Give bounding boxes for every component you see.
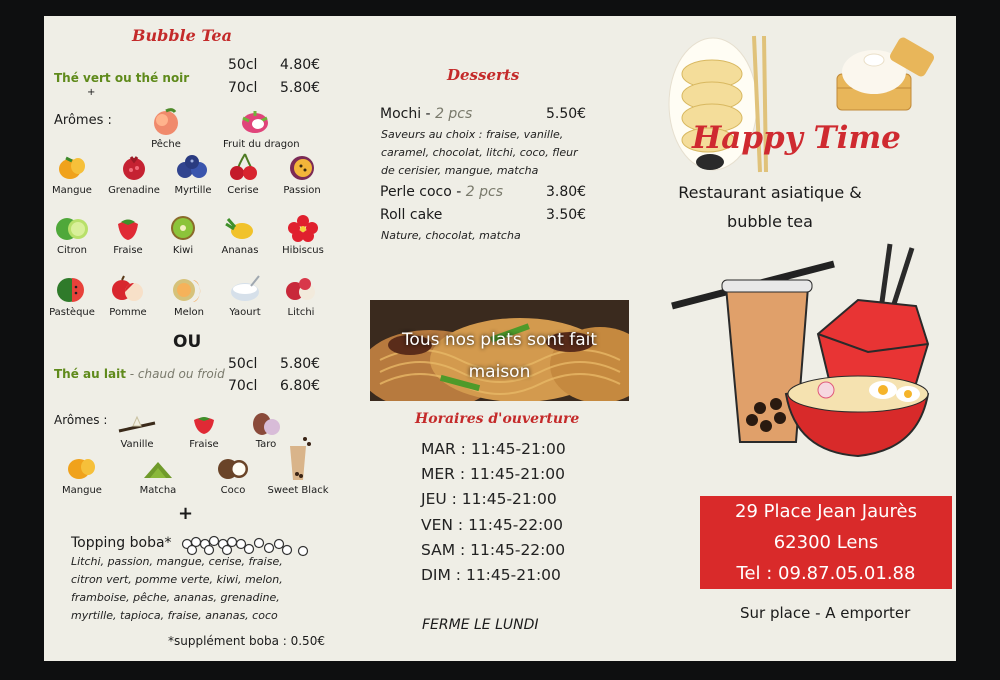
taro-icon bbox=[250, 412, 282, 436]
size-70cl-lait: 70cl bbox=[228, 378, 258, 394]
pomegranate-icon bbox=[118, 152, 150, 182]
kiwi-icon bbox=[167, 214, 199, 242]
address-street: 29 Place Jean Jaurès bbox=[735, 501, 917, 522]
flavor-melon: Melon bbox=[157, 274, 221, 318]
perle-coco-item bbox=[380, 184, 503, 200]
roll-cake-description: Nature, chocolat, matcha bbox=[381, 229, 521, 242]
perle-coco-label: Perle coco - bbox=[380, 184, 462, 200]
flavor-coco: Coco bbox=[201, 452, 265, 496]
flavor-myrtille: Myrtille bbox=[161, 152, 225, 196]
flavor-fraise-lait: Fraise bbox=[172, 414, 236, 450]
hours-ven: VEN : 11:45-22:00 bbox=[421, 515, 563, 534]
flavor-ananas: Ananas bbox=[208, 214, 272, 256]
vanilla-icon bbox=[117, 414, 157, 436]
topping-boba-title: Topping boba* bbox=[71, 535, 172, 551]
lychee-icon bbox=[283, 274, 319, 304]
horaires-title: Horaires d'ouverture bbox=[415, 411, 580, 427]
strawberry-icon bbox=[112, 214, 144, 242]
the-au-lait-label: Thé au lait bbox=[54, 367, 126, 381]
roll-cake-price: 3.50€ bbox=[546, 207, 587, 223]
flavor-vanille: Vanille bbox=[105, 414, 169, 450]
size-70cl: 70cl bbox=[228, 80, 258, 96]
flavor-fruit-du-dragon: Fruit du dragon bbox=[223, 108, 287, 150]
dim-sum-basket-icon bbox=[834, 36, 934, 118]
price-50cl: 4.80€ bbox=[280, 57, 321, 73]
address-block bbox=[700, 496, 952, 589]
plus-topping: + bbox=[178, 503, 194, 524]
mochi-label: Mochi - bbox=[380, 106, 431, 122]
coconut-icon bbox=[215, 452, 251, 482]
address-city: 62300 Lens bbox=[773, 532, 879, 553]
bubble-tea-cup-icon bbox=[283, 436, 313, 482]
mango-icon bbox=[56, 152, 88, 182]
happy-time-logo: Happy Time bbox=[692, 120, 901, 156]
flavor-taro: Taro bbox=[234, 412, 298, 450]
perle-coco-price: 3.80€ bbox=[546, 184, 587, 200]
flavor-hibiscus: Hibiscus bbox=[271, 214, 335, 256]
pineapple-icon bbox=[222, 214, 258, 242]
flavor-mangue: Mangue bbox=[40, 152, 104, 196]
the-au-lait-row bbox=[54, 367, 225, 381]
phone-number[interactable]: Tel : 09.87.05.01.88 bbox=[736, 563, 916, 584]
hours-dim: DIM : 11:45-21:00 bbox=[421, 566, 561, 585]
passion-fruit-icon bbox=[284, 152, 320, 182]
flavor-pasteque: Pastèque bbox=[40, 274, 104, 318]
opening-hours-list bbox=[421, 437, 566, 588]
flavor-passion: Passion bbox=[270, 152, 334, 196]
perle-coco-qty: 2 pcs bbox=[465, 184, 503, 200]
yogurt-icon bbox=[227, 274, 263, 304]
strawberry-icon bbox=[188, 414, 220, 436]
bubble-tea-title: Bubble Tea bbox=[132, 26, 232, 45]
price-50cl-lait: 5.80€ bbox=[280, 356, 321, 372]
price-70cl-lait: 6.80€ bbox=[280, 378, 321, 394]
blueberry-icon bbox=[175, 152, 211, 182]
flavor-peche: Pêche bbox=[134, 108, 198, 150]
hours-mar: MAR : 11:45-21:00 bbox=[421, 440, 566, 458]
flavor-kiwi: Kiwi bbox=[151, 214, 215, 256]
hibiscus-icon bbox=[287, 214, 319, 242]
lime-icon bbox=[54, 214, 90, 242]
matcha-icon bbox=[140, 456, 176, 482]
aromes-label: Arômes : bbox=[54, 113, 112, 128]
flavor-fraise: Fraise bbox=[96, 214, 160, 256]
melon-icon bbox=[171, 274, 207, 304]
flavor-pomme: Pomme bbox=[96, 274, 160, 318]
flavor-citron: Citron bbox=[40, 214, 104, 256]
the-vert-noir-label: Thé vert ou thé noir bbox=[54, 71, 190, 85]
price-70cl: 5.80€ bbox=[280, 80, 321, 96]
ou-separator: OU bbox=[173, 332, 202, 352]
topping-boba-list: Litchi, passion, mangue, cerise, fraise, citron vert, pomme verte, kiwi, melon, framboise, pêche, ananas, grenadine, myrtille, tapioca, fraise, ananas, coco bbox=[71, 555, 283, 622]
dragon-fruit-icon bbox=[239, 108, 271, 136]
flavor-matcha: Matcha bbox=[126, 456, 190, 496]
mochi-description: Saveurs au choix : fraise, vanille, caramel, chocolat, litchi, coco, fleur de cerisier, mangue, matcha bbox=[381, 128, 578, 177]
flavor-grenadine: Grenadine bbox=[102, 152, 166, 196]
flavor-sweet-black: Sweet Black bbox=[266, 436, 330, 496]
flavor-yaourt: Yaourt bbox=[213, 274, 277, 318]
banner-text: Tous nos plats sont fait maison bbox=[401, 330, 598, 382]
cherry-icon bbox=[227, 152, 259, 182]
size-50cl: 50cl bbox=[228, 57, 258, 73]
mochi-price: 5.50€ bbox=[546, 106, 587, 122]
hours-sam: SAM : 11:45-22:00 bbox=[421, 540, 566, 559]
flavor-litchi: Litchi bbox=[269, 274, 333, 318]
size-50cl-lait: 50cl bbox=[228, 356, 258, 372]
supplement-boba: *supplément boba : 0.50€ bbox=[168, 634, 325, 648]
mochi-qty: 2 pcs bbox=[435, 106, 473, 122]
brand-subtitle: Restaurant asiatique & bubble tea bbox=[678, 183, 862, 231]
apple-icon bbox=[110, 274, 146, 304]
flavor-mangue-lait: Mangue bbox=[50, 452, 114, 496]
menu-page bbox=[44, 16, 956, 661]
hours-mer: MER : 11:45-21:00 bbox=[421, 465, 565, 484]
desserts-title: Desserts bbox=[447, 66, 520, 84]
noodle-photo-banner bbox=[370, 300, 629, 401]
peach-icon bbox=[150, 108, 182, 136]
bubble-tea-and-food-illustration bbox=[668, 242, 940, 462]
mochi-item bbox=[380, 106, 472, 122]
mango-icon bbox=[65, 452, 99, 482]
service-options: Sur place - A emporter bbox=[740, 604, 911, 622]
watermelon-icon bbox=[54, 274, 90, 304]
flavor-cerise: Cerise bbox=[211, 152, 275, 196]
roll-cake-label: Roll cake bbox=[380, 207, 443, 223]
aromes-label-lait: Arômes : bbox=[54, 413, 108, 427]
the-au-lait-note: - chaud ou froid bbox=[129, 367, 225, 381]
ferme-le-lundi: FERME LE LUNDI bbox=[422, 617, 539, 633]
hours-jeu: JEU : 11:45-21:00 bbox=[421, 490, 557, 509]
plus-sign: + bbox=[87, 87, 96, 98]
